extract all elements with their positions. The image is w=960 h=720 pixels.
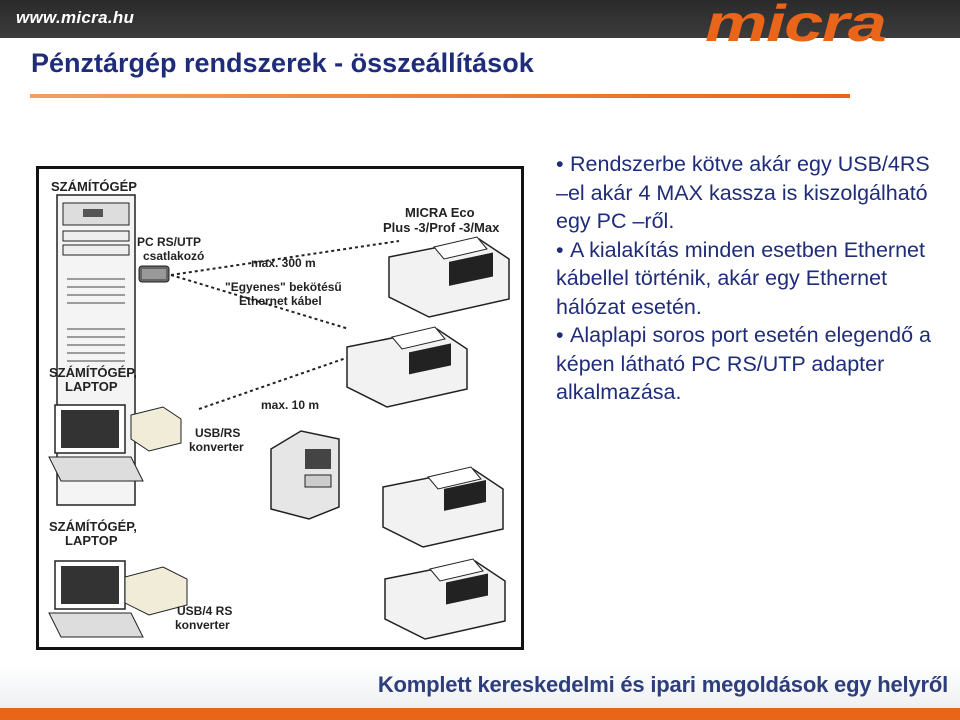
cash-register-icon: [347, 327, 467, 407]
bullet-text: Alaplapi soros port esetén elegendő a képen látható PC RS/UTP adapter alkalmazása.: [556, 323, 931, 404]
bullet-item: [556, 236, 946, 322]
label-rs-1: PC RS/UTP: [137, 235, 202, 249]
footer-bar: [0, 708, 960, 720]
cash-register-icon: [383, 467, 503, 547]
bullet-dot-icon: •: [556, 152, 564, 176]
system-diagram: [36, 166, 524, 650]
label-laptop2-2: LAPTOP: [65, 533, 118, 548]
label-usb4rs-1: USB/4 RS: [177, 604, 233, 618]
slide-title: Pénztárgép rendszerek - összeállítások: [31, 48, 534, 78]
title-underline: [30, 94, 850, 98]
label-micra-2: Plus -3/Prof -3/Max: [383, 220, 500, 235]
cash-register-icon: [389, 237, 509, 317]
footer-tagline: Komplett kereskedelmi és ipari megoldások egy helyről: [377, 672, 948, 697]
bullet-dot-icon: •: [556, 323, 564, 347]
cash-register-icon: [385, 559, 505, 639]
label-rs-2: csatlakozó: [143, 249, 205, 263]
label-usbrs-1: USB/RS: [195, 426, 241, 440]
label-pc: SZÁMÍTÓGÉP: [51, 179, 137, 194]
label-laptop1-1: SZÁMÍTÓGÉP,: [49, 365, 137, 380]
label-micra-1: MICRA Eco: [405, 205, 475, 220]
bullet-text: Rendszerbe kötve akár egy USB/4RS –el akár 4 MAX kassza is kiszolgálható egy PC –ről.: [556, 152, 930, 233]
label-laptop1-2: LAPTOP: [65, 379, 118, 394]
label-laptop2-1: SZÁMÍTÓGÉP,: [49, 519, 137, 534]
bullet-dot-icon: •: [556, 237, 564, 262]
bullet-list: [556, 150, 946, 407]
usb-rs-converter-icon: [131, 407, 181, 451]
label-cable-2: Ethernet kábel: [239, 294, 322, 308]
micra-logo: [705, 0, 945, 53]
rs-connector-icon: [139, 266, 169, 282]
label-max300: max. 300 m: [251, 256, 316, 270]
bullet-text: A kialakítás minden esetben Ethernet kábellel történik, akár egy Ethernet hálózat esetén.: [556, 237, 925, 319]
receipt-printer-icon: [271, 431, 339, 519]
bullet-item: [556, 321, 946, 407]
label-usbrs-2: konverter: [189, 440, 244, 454]
label-usb4rs-2: konverter: [175, 618, 230, 632]
site-url[interactable]: www.micra.hu: [16, 8, 135, 27]
diagram-svg: [39, 169, 521, 647]
label-cable-1: "Egyenes" bekötésű: [225, 280, 342, 294]
bullet-item: [556, 150, 946, 236]
logo-text: micra: [705, 0, 886, 53]
label-max10: max. 10 m: [261, 398, 320, 412]
